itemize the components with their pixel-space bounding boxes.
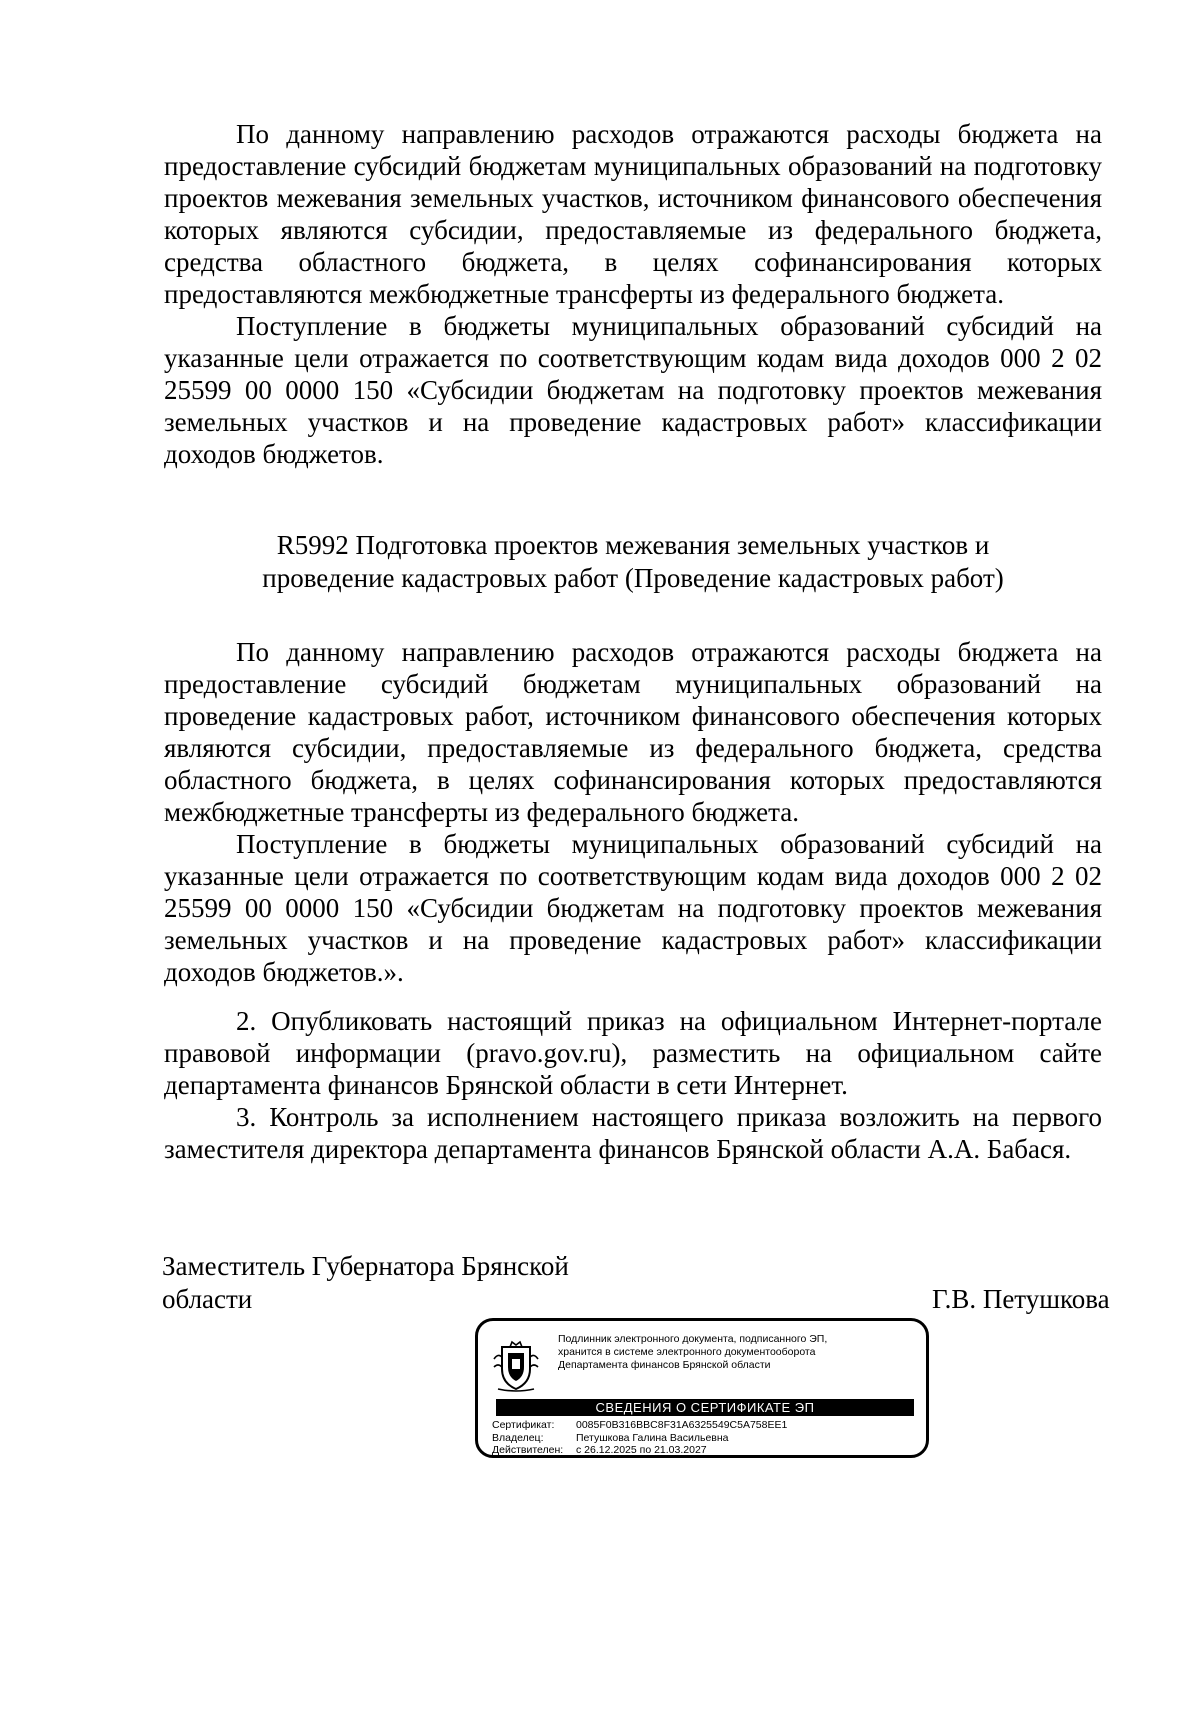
section-cadastral-surveying-text [164,118,1102,470]
stamp-note-line-1: Подлинник электронного документа, подписанного ЭП, [558,1333,828,1345]
stamp-label: Сертификат: [492,1419,555,1431]
stamp-note-line-2: хранится в системе электронного документооборота [558,1346,816,1358]
paragraph-expenses-description: По данному направлению расходов отражаются расходы бюджета на предоставление субсидий бюджетам муниципальных образований на подготовку проектов межевания земельных участков, источником финансового обеспечения которых являются субсидии, предоставляемые из федерального бюджета, средства областного бюджета, в целях софинансирования которых предоставляются межбюджетные трансферты из федерального бюджета. [164,119,1102,309]
signatory-position [162,1250,569,1316]
signatory-name: Г.В. Петушкова [932,1284,1110,1314]
stamp-value: с 26.12.2025 по 21.03.2027 [576,1444,707,1456]
stamp-row-certificate [492,1419,787,1432]
order-item-2-publish: 2. Опубликовать настоящий приказ на официальном Интернет-портале правовой информации (pravo.gov.ru), разместить на официальном сайте департамента финансов Брянской области в сети Интернет. [164,1006,1102,1100]
stamp-value: Петушкова Галина Васильевна [576,1431,729,1444]
paragraph-income-codes: Поступление в бюджеты муниципальных образований субсидий на указанные цели отражается по соответствующим кодам вида доходов 000 2 02 25599 00 0000 150 «Субсидии бюджетам на подготовку проектов межевания земельных участков и на проведение кадастровых работ» классификации доходов бюджетов.». [164,829,1102,987]
section-cadastral-works-text [164,636,1102,988]
stamp-value: 0085F0B316BBC8F31A6325549C5A758EE1 [576,1419,788,1431]
signatory-position-line-1: Заместитель Губернатора Брянской [162,1251,569,1281]
signatory-position-line-2: области [162,1284,253,1314]
paragraph-income-codes: Поступление в бюджеты муниципальных образований субсидий на указанные цели отражается по соответствующим кодам вида доходов 000 2 02 25599 00 0000 150 «Субсидии бюджетам на подготовку проектов межевания земельных участков и на проведение кадастровых работ» классификации доходов бюджетов. [164,311,1102,469]
stamp-note [558,1333,827,1372]
section-heading-r5992 [164,529,1102,595]
stamp-note-line-3: Департамента финансов Брянской области [558,1359,771,1371]
order-items [164,1005,1102,1165]
stamp-row-owner [492,1432,787,1445]
stamp-label: Действителен: [492,1444,564,1456]
heading-line-1: R5992 Подготовка проектов межевания земельных участков и [276,530,990,560]
electronic-signature-stamp [475,1318,929,1458]
paragraph-expenses-description: По данному направлению расходов отражаются расходы бюджета на предоставление субсидий бюджетам муниципальных образований на проведение кадастровых работ, источником финансового обеспечения которых являются субсидии, предоставляемые из федерального бюджета, средства областного бюджета, в целях софинансирования которых предоставляются межбюджетные трансферты из федерального бюджета. [164,637,1102,827]
coat-of-arms-icon [492,1339,540,1393]
heading-line-2: проведение кадастровых работ (Проведение кадастровых работ) [262,563,1004,593]
stamp-row-validity [492,1444,787,1457]
stamp-certificate-details [492,1419,787,1457]
order-item-3-control: 3. Контроль за исполнением настоящего приказа возложить на первого заместителя директора департамента финансов Брянской области А.А. Бабася. [164,1102,1102,1164]
stamp-label: Владелец: [492,1431,544,1444]
stamp-certificate-title: СВЕДЕНИЯ О СЕРТИФИКАТЕ ЭП [496,1399,914,1416]
